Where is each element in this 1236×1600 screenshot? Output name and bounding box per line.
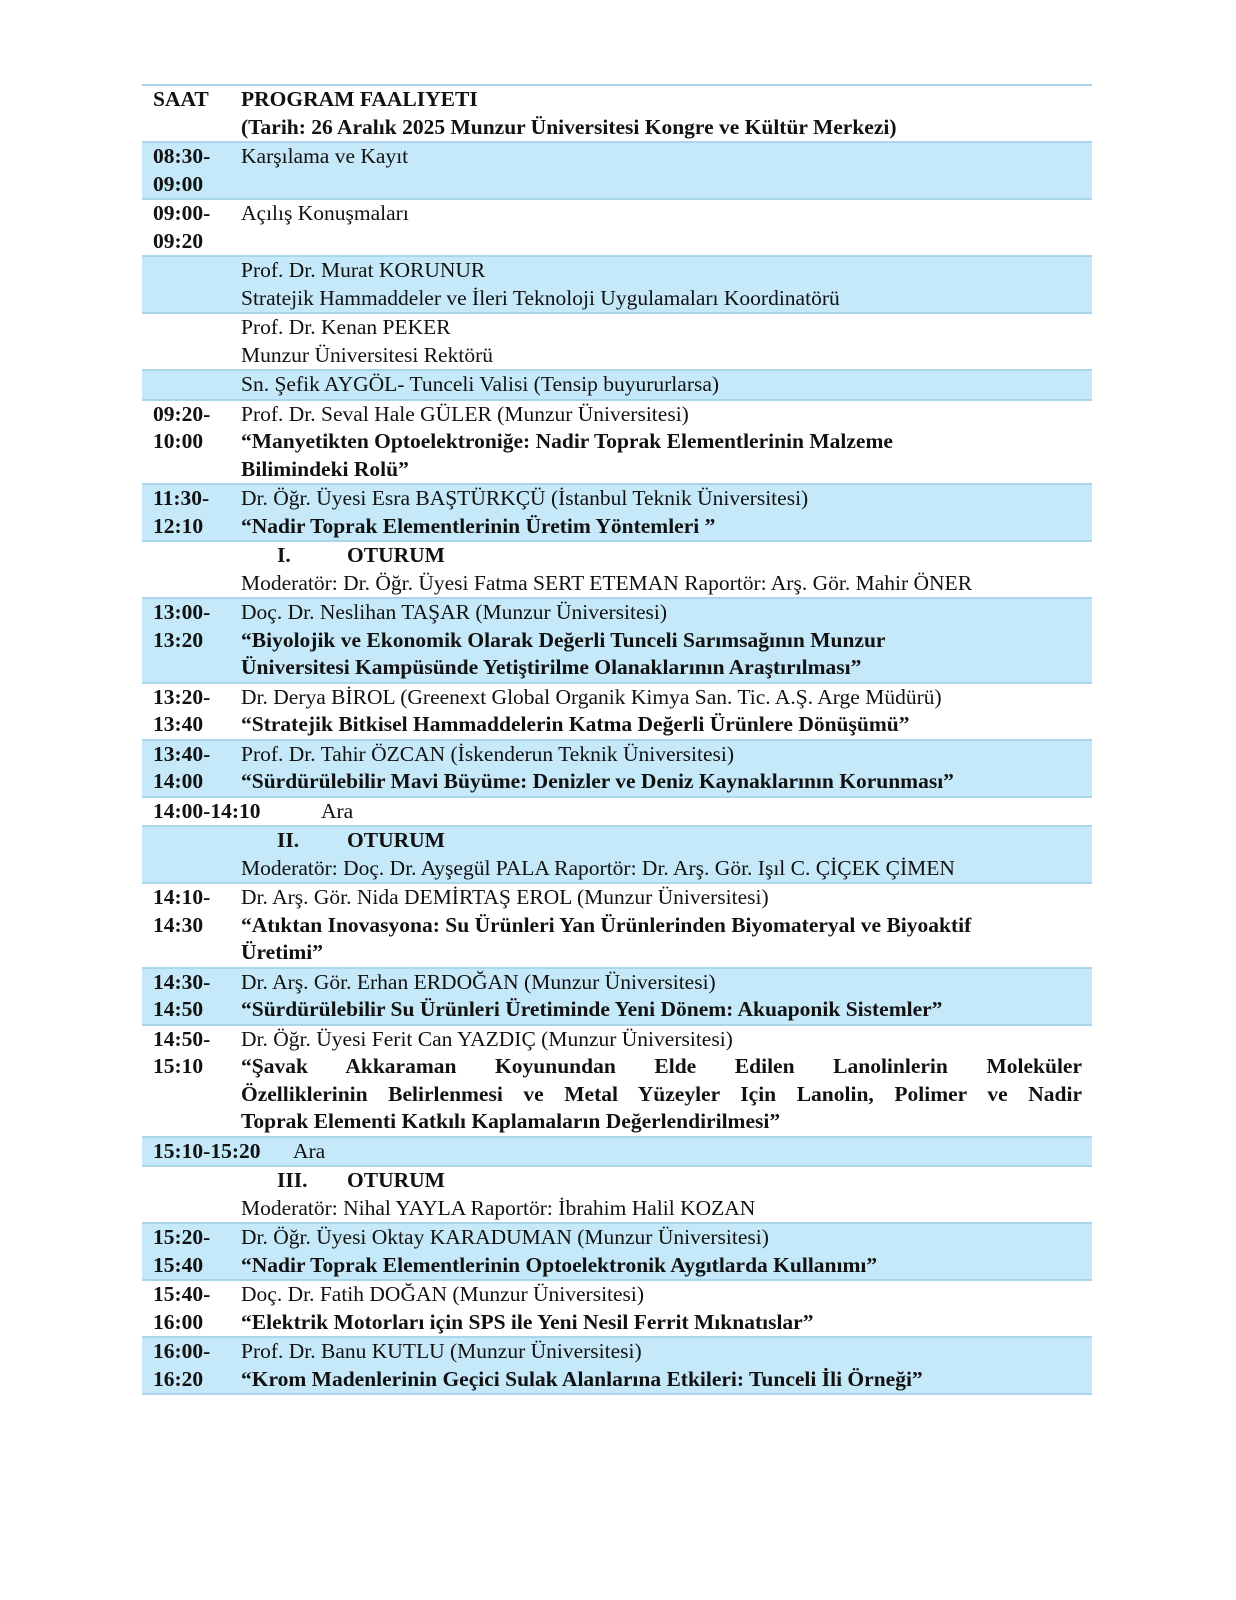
speaker-name: Dr. Öğr. Üyesi Esra BAŞTÜRKÇÜ (İstanbul Teknik Üniversitesi): [241, 486, 809, 510]
talk-title: Özelliklerinin Belirlenmesi ve Metal Yüzeyler Için Lanolin, Polimer ve Nadir: [241, 1081, 1082, 1106]
table-row: [142, 1223, 1092, 1280]
speaker-cell: Sn. Şefik AYGÖL- Tunceli Valisi (Tensip buyururlarsa): [232, 370, 1092, 400]
session-row: [142, 826, 1092, 883]
time-cell: 15:40- 16:00: [142, 1280, 232, 1337]
table-row: [142, 142, 1092, 199]
talk-title: “Elektrik Motorları için SPS ile Yeni Nesil Ferrit Mıknatıslar”: [241, 1309, 814, 1334]
table-row: [142, 1337, 1092, 1394]
program-column-header: [232, 85, 1092, 142]
break-label: Ara: [321, 798, 354, 823]
talk-cell: [232, 598, 1092, 683]
table-row: [142, 484, 1092, 541]
break-time: 14:00-14:10: [153, 798, 261, 823]
talk-cell: [232, 484, 1092, 541]
time-cell: 13:00- 13:20: [142, 598, 232, 683]
speaker-cell: Prof. Dr. Kenan PEKER Munzur Üniversitesi Rektörü: [232, 313, 1092, 370]
time-cell: 09:00- 09:20: [142, 199, 232, 256]
talk-cell: [232, 968, 1092, 1025]
talk-title: “Nadir Toprak Elementlerinin Optoelektronik Aygıtlarda Kullanımı”: [241, 1252, 878, 1277]
table-row: [142, 1280, 1092, 1337]
talk-cell: [232, 400, 1092, 485]
break-cell: [142, 797, 1092, 827]
talk-title: “Manyetikten Optoelektroniğe: Nadir Toprak Elementlerinin Malzeme: [241, 429, 893, 453]
table-row: [142, 598, 1092, 683]
time-cell: [142, 256, 232, 313]
talk-cell: [232, 683, 1092, 740]
table-row: [142, 740, 1092, 797]
talk-title: Bilimindeki Rolü”: [241, 456, 409, 481]
talk-cell: [232, 1337, 1092, 1394]
talk-title: “Atıktan Inovasyona: Su Ürünleri Yan Ürünlerinden Biyomateryal ve Biyoaktif: [241, 912, 972, 937]
table-row: [142, 400, 1092, 485]
table-row: [142, 313, 1092, 370]
session-cell: [232, 826, 1092, 883]
time-column-header: SAAT: [142, 85, 232, 142]
time-cell: 13:20- 13:40: [142, 683, 232, 740]
speaker-name: Doç. Dr. Neslihan TAŞAR (Munzur Üniversitesi): [241, 600, 668, 624]
speaker-name: Prof. Dr. Tahir ÖZCAN (İskenderun Teknik Üniversitesi): [241, 741, 734, 766]
break-cell: [142, 1137, 1092, 1167]
program-label: PROGRAM FAALIYETI: [241, 87, 478, 111]
speaker-name: Prof. Dr. Seval Hale GÜLER (Munzur Üniversitesi): [241, 401, 689, 426]
talk-title: “Krom Madenlerinin Geçici Sulak Alanlarına Etkileri: Tunceli İli Örneği”: [241, 1366, 923, 1391]
talk-title: “Şavak Akkaraman Koyunundan Elde Edilen Lanolinlerin Moleküler: [241, 1054, 1082, 1078]
time-cell: 14:10- 14:30: [142, 883, 232, 968]
session-row: [142, 541, 1092, 598]
session-heading: II. OTURUM: [277, 828, 445, 852]
session-heading: III. OTURUM: [277, 1168, 445, 1192]
time-cell: 08:30- 09:00: [142, 142, 232, 199]
speaker-name: Dr. Öğr. Üyesi Oktay KARADUMAN (Munzur Üniversitesi): [241, 1225, 769, 1249]
talk-title: “Stratejik Bitkisel Hammaddelerin Katma Değerli Ürünlere Dönüşümü”: [241, 712, 910, 736]
moderator-line: Moderatör: Doç. Dr. Ayşegül PALA Raportör: Dr. Arş. Gör. Işıl C. ÇİÇEK ÇİMEN: [241, 855, 955, 880]
time-cell: [142, 313, 232, 370]
talk-cell: [232, 1025, 1092, 1137]
time-cell: [142, 370, 232, 400]
session-cell: [232, 1166, 1092, 1223]
speaker-name: Dr. Öğr. Üyesi Ferit Can YAZDIÇ (Munzur Üniversitesi): [241, 1026, 733, 1051]
talk-cell: [232, 883, 1092, 968]
session-row: [142, 1166, 1092, 1223]
talk-title: Üniversitesi Kampüsünde Yetiştirilme Olanaklarının Araştırılması”: [241, 655, 862, 679]
speaker-name: Dr. Derya BİROL (Greenext Global Organik Kimya San. Tic. A.Ş. Arge Müdürü): [241, 684, 942, 709]
table-row: [142, 968, 1092, 1025]
talk-cell: [232, 1223, 1092, 1280]
session-heading: I. OTURUM: [277, 543, 445, 567]
talk-cell: [232, 740, 1092, 797]
time-cell: 14:30- 14:50: [142, 968, 232, 1025]
table-row: [142, 1025, 1092, 1137]
table-row: [142, 883, 1092, 968]
time-cell: 14:50- 15:10: [142, 1025, 232, 1137]
talk-title: “Sürdürülebilir Mavi Büyüme: Denizler ve Deniz Kaynaklarının Korunması”: [241, 769, 954, 793]
speaker-name: Dr. Arş. Gör. Erhan ERDOĞAN (Munzur Üniversitesi): [241, 969, 716, 994]
speaker-name: Doç. Dr. Fatih DOĞAN (Munzur Üniversitesi): [241, 1282, 645, 1306]
time-cell: 13:40- 14:00: [142, 740, 232, 797]
talk-title: “Nadir Toprak Elementlerinin Üretim Yöntemleri ”: [241, 513, 716, 538]
speaker-name: Prof. Dr. Banu KUTLU (Munzur Üniversitesi): [241, 1339, 642, 1363]
session-cell: [232, 541, 1092, 598]
talk-title: Toprak Elementi Katkılı Kaplamaların Değerlendirilmesi”: [241, 1109, 781, 1133]
activity-cell: Karşılama ve Kayıt: [232, 142, 1092, 199]
break-row: [142, 1137, 1092, 1167]
time-cell: 11:30- 12:10: [142, 484, 232, 541]
moderator-line: Moderatör: Nihal YAYLA Raportör: İbrahim Halil KOZAN: [241, 1195, 756, 1220]
table-row: [142, 256, 1092, 313]
talk-title: Üretimi”: [241, 940, 323, 964]
time-cell: 16:00- 16:20: [142, 1337, 232, 1394]
break-time: 15:10-15:20: [153, 1138, 261, 1163]
break-row: [142, 797, 1092, 827]
table-header-row: [142, 85, 1092, 142]
table-row: [142, 199, 1092, 256]
moderator-line: Moderatör: Dr. Öğr. Üyesi Fatma SERT ETEMAN Raportör: Arş. Gör. Mahir ÖNER: [241, 570, 973, 595]
speaker-cell: Prof. Dr. Murat KORUNUR Stratejik Hammaddeler ve İleri Teknoloji Uygulamaları Koordinatörü: [232, 256, 1092, 313]
talk-title: “Sürdürülebilir Su Ürünleri Üretiminde Yeni Dönem: Akuaponik Sistemler”: [241, 997, 943, 1021]
date-line: (Tarih: 26 Aralık 2025 Munzur Üniversitesi Kongre ve Kültür Merkezi): [241, 114, 897, 139]
talk-cell: [232, 1280, 1092, 1337]
activity-cell: Açılış Konuşmaları: [232, 199, 1092, 256]
program-table: [142, 84, 1092, 1395]
table-row: [142, 370, 1092, 400]
talk-title: “Biyolojik ve Ekonomik Olarak Değerli Tunceli Sarımsağının Munzur: [241, 627, 886, 652]
table-row: [142, 683, 1092, 740]
time-cell: 09:20- 10:00: [142, 400, 232, 485]
break-label: Ara: [293, 1138, 326, 1163]
speaker-name: Dr. Arş. Gör. Nida DEMİRTAŞ EROL (Munzur Üniversitesi): [241, 885, 769, 909]
time-cell: 15:20- 15:40: [142, 1223, 232, 1280]
